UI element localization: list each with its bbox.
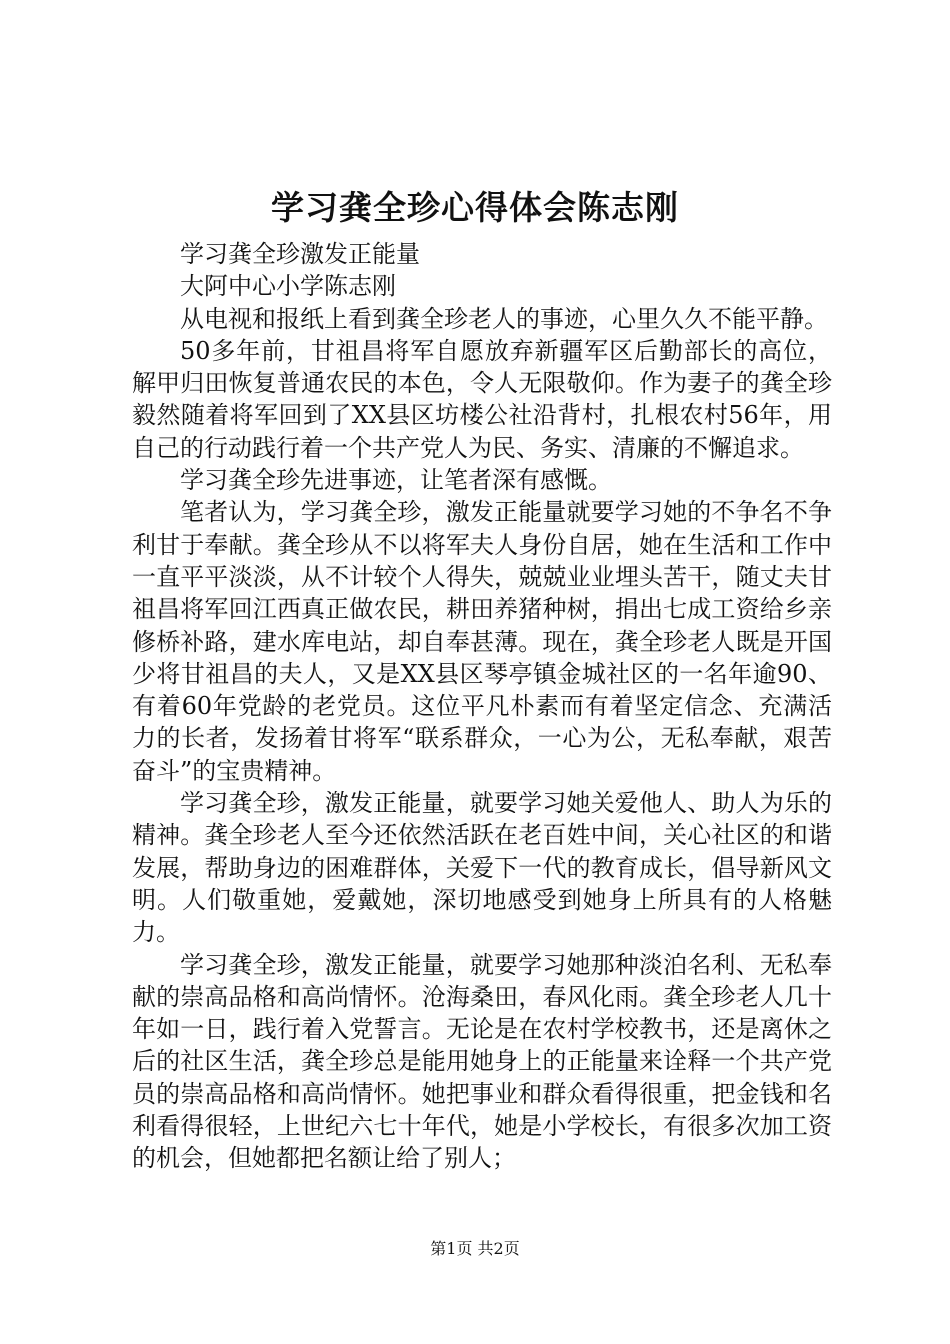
document-title: 学习龚全珍心得体会陈志刚 (271, 188, 679, 227)
subtitle-paragraph: 学习龚全珍激发正能量 (180, 240, 420, 268)
body-paragraph: 学习龚全珍，激发正能量，就要学习她那种淡泊名利、无私奉献的崇高品格和高尚情怀。沧海桑田，春风化雨。龚全珍老人几十年如一日，践行着入党誓言。无论是在农村学校教书，还是离休之后的社区生活，龚全珍总是能用她身上的正能量来诠释一个共产党员的崇高品格和高尚情怀。她把事业和群众看得很重，把金钱和名利看得很轻，上世纪六七十年代，她是小学校长，有很多次加工资的机会，但她都把名额让给了别人； (132, 950, 832, 1173)
body-paragraph: 50多年前，甘祖昌将军自愿放弃新疆军区后勤部长的高位，解甲归田恢复普通农民的本色，令人无限敬仰。作为妻子的龚全珍毅然随着将军回到了XX县区坊楼公社沿背村，扎根农村56年，用自己的行动践行着一个共产党人为民、务实、清廉的不懈追求。 (132, 336, 832, 462)
body-paragraph: 学习龚全珍先进事迹，让笔者深有感慨。 (180, 466, 612, 495)
body-paragraph: 笔者认为，学习龚全珍，激发正能量就要学习她的不争名不争利甘于奉献。龚全珍从不以将军夫人身份自居，她在生活和工作中一直平平淡淡，从不计较个人得失，兢兢业业埋头苦干，随丈夫甘祖昌将军回江西真正做农民，耕田养猪种树，捐出七成工资给乡亲修桥补路，建水库电站，却自奉甚薄。现在，龚全珍老人既是开国少将甘祖昌的夫人，又是XX县区琴亭镇金城社区的一名年逾90、有着60年党龄的老党员。这位平凡朴素而有着坚定信念、充满活力的长者，发扬着甘将军“联系群众，一心为公，无私奉献，艰苦奋斗”的宝贵精神。 (132, 498, 832, 785)
body-paragraph: 从电视和报纸上看到龚全珍老人的事迹，心里久久不能平静。 (180, 304, 828, 333)
author-paragraph: 大阿中心小学陈志刚 (180, 272, 396, 301)
document-body (132, 238, 832, 1175)
page-footer: 第1页 共2页 (430, 1239, 520, 1258)
body-paragraph: 学习龚全珍，激发正能量，就要学习她关爱他人、助人为乐的精神。龚全珍老人至今还依然活跃在老百姓中间，关心社区的和谐发展，帮助身边的困难群体，关爱下一代的教育成长，倡导新风文明。人们敬重她，爱戴她，深切地感受到她身上所具有的人格魅力。 (132, 789, 832, 947)
